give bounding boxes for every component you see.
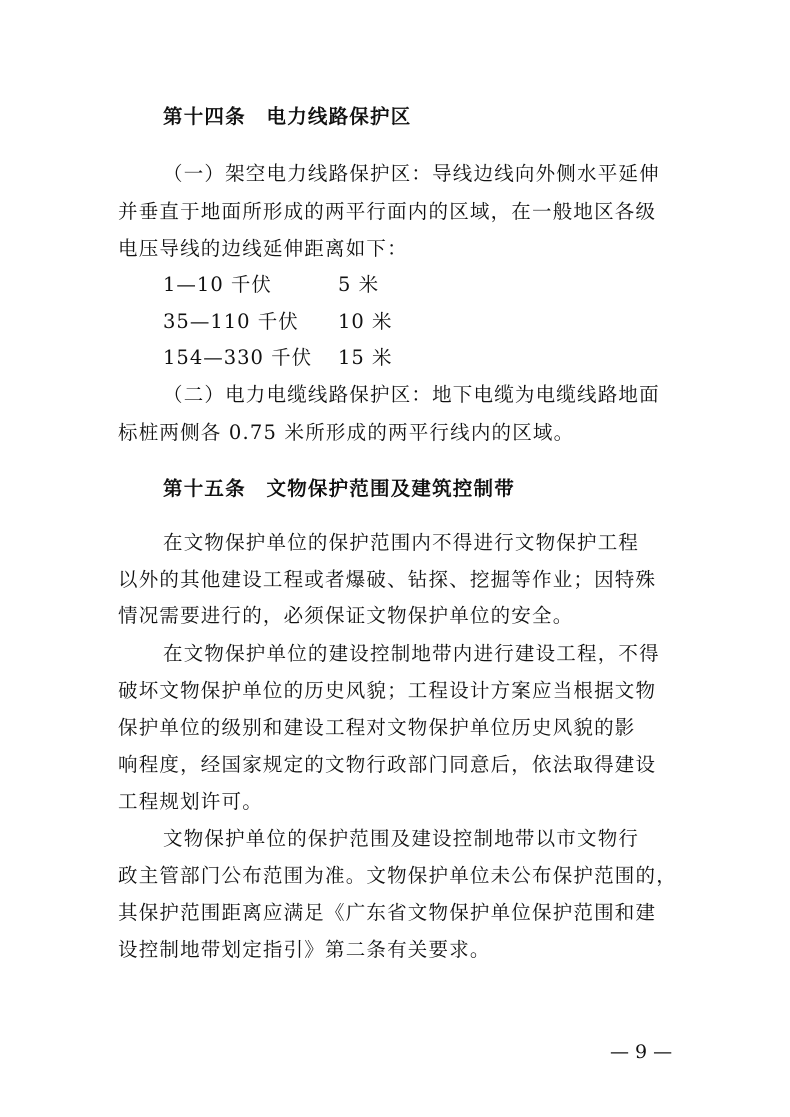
protection-distance: 15 米 bbox=[338, 346, 393, 369]
art14-p1-line-2: 并垂直于地面所形成的两平行面内的区域，在一般地区各级 bbox=[118, 200, 657, 223]
art14-p2-line-2: 标桩两侧各 0.75 米所形成的两平行线内的区域。 bbox=[118, 421, 575, 444]
art15-p2-line-4: 响程度，经国家规定的文物行政部门同意后，依法取得建设 bbox=[118, 753, 657, 776]
art15-p3-line-3: 其保护范围距离应满足《广东省文物保护单位保护范围和建 bbox=[118, 901, 657, 924]
art14-p1-line-3: 电压导线的边线延伸距离如下： bbox=[118, 237, 408, 260]
art15-p2-line-2: 破坏文物保护单位的历史风貌；工程设计方案应当根据文物 bbox=[118, 679, 657, 702]
art15-p1-line-2: 以外的其他建设工程或者爆破、钻探、挖掘等作业；因特殊 bbox=[118, 568, 657, 591]
art15-p2-line-1: 在文物保护单位的建设控制地带内进行建设工程，不得 bbox=[163, 642, 660, 665]
art15-p3-line-4: 设控制地带划定指引》第二条有关要求。 bbox=[118, 938, 491, 961]
art14-p1-line-1: （一）架空电力线路保护区：导线边线向外侧水平延伸 bbox=[163, 162, 660, 185]
page-number: — 9 — bbox=[610, 1041, 673, 1063]
art15-p1-line-1: 在文物保护单位的保护范围内不得进行文物保护工程 bbox=[163, 531, 640, 554]
article-14-heading: 第十四条 电力线路保护区 bbox=[163, 105, 412, 128]
art15-p3-line-2: 政主管部门公布范围为准。文物保护单位未公布保护范围的， bbox=[118, 864, 677, 887]
article-15-heading: 第十五条 文物保护范围及建筑控制带 bbox=[163, 477, 515, 500]
art15-p3-line-1: 文物保护单位的保护范围及建设控制地带以市文物行 bbox=[163, 827, 640, 850]
art14-p2-line-1: （二）电力电缆线路保护区：地下电缆为电缆线路地面 bbox=[163, 383, 660, 406]
voltage-range: 154—330 千伏 bbox=[163, 346, 313, 369]
protection-distance: 5 米 bbox=[338, 273, 380, 296]
art15-p2-line-5: 工程规划许可。 bbox=[118, 790, 263, 813]
protection-distance: 10 米 bbox=[338, 310, 393, 333]
art15-p2-line-3: 保护单位的级别和建设工程对文物保护单位历史风貌的影 bbox=[118, 716, 636, 739]
art15-p1-line-3: 情况需要进行的，必须保证文物保护单位的安全。 bbox=[118, 604, 574, 627]
voltage-range: 35—110 千伏 bbox=[163, 310, 299, 333]
voltage-range: 1—10 千伏 bbox=[163, 273, 272, 296]
